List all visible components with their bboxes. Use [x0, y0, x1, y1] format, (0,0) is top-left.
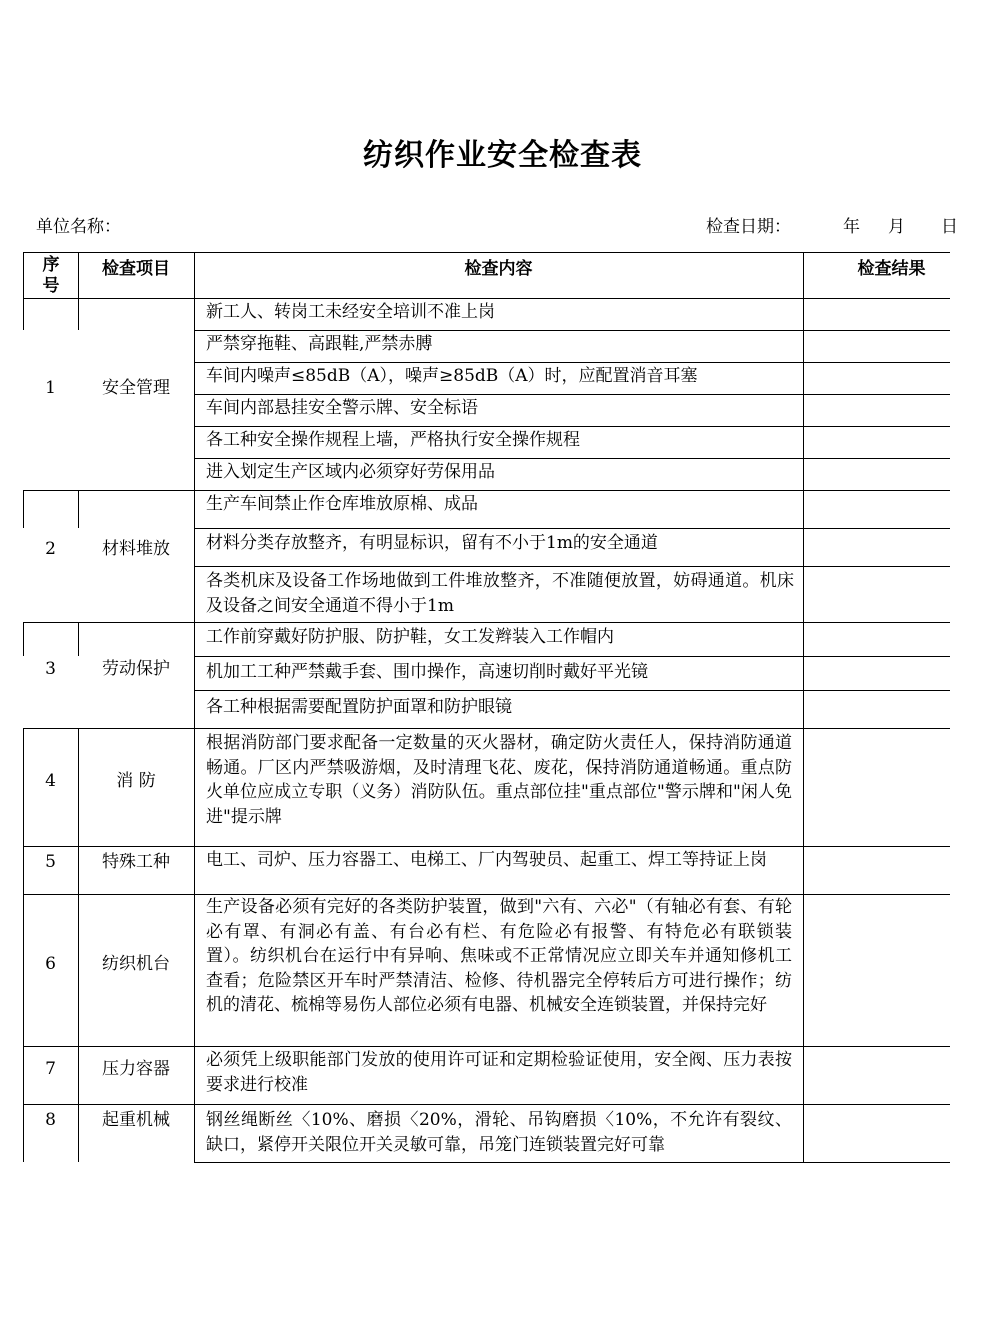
date-label: 检查日期： — [706, 217, 791, 237]
unit-name-label: 单位名称： — [36, 217, 121, 237]
check-content: 生产设备必须有完好的各类防护装置，做到"六有、六必"（有轴必有套、有轮必有罩、有洞必有盖、有台必有栏、有危险必有报警、有特危必有联锁装置）。纺织机台在运行中有异响、焦味或不正常情况应立即关车并通知修机工查看；危险禁区开车时严禁清洁、检修、待机器完全停转后方可进行操作；纺机的清花、梳棉等易伤人部位必须有电器、机械安全连锁装置，并保持完好 — [206, 897, 792, 1015]
row-number: 6 — [45, 954, 56, 974]
check-item: 材料堆放 — [102, 539, 170, 559]
check-item: 压力容器 — [102, 1059, 170, 1079]
inspection-date — [706, 212, 958, 237]
header-result: 检查结果 — [857, 259, 926, 279]
date-day: 日 — [941, 217, 958, 237]
check-content: 根据消防部门要求配备一定数量的灭火器材，确定防火责任人，保持消防通道畅通。厂区内严禁吸游烟，及时清理飞花、废花，保持消防通道畅通。重点防火单位应成立专职（义务）消防队伍。重点部位挂"重点部位"警示牌和"闲人免进"提示牌 — [206, 733, 792, 827]
header-content: 检查内容 — [464, 259, 533, 279]
row-number: 2 — [45, 539, 56, 559]
check-content: 工作前穿戴好防护服、防护鞋，女工发辫装入工作帽内 — [206, 627, 614, 647]
check-content: 必须凭上级职能部门发放的使用许可证和定期检验证使用，安全阀、压力表按要求进行校准 — [206, 1050, 792, 1095]
header-no: 序号 — [42, 255, 60, 296]
row-number: 4 — [45, 771, 56, 791]
check-content: 各工种安全操作规程上墙，严格执行安全操作规程 — [206, 430, 580, 450]
check-item: 安全管理 — [102, 378, 170, 398]
check-content: 各工种根据需要配置防护面罩和防护眼镜 — [206, 697, 512, 717]
check-item: 劳动保护 — [102, 659, 170, 679]
date-month: 月 — [888, 217, 905, 237]
row-number: 5 — [45, 852, 56, 872]
check-content: 严禁穿拖鞋、高跟鞋,严禁赤膊 — [206, 334, 433, 354]
check-item: 纺织机台 — [102, 954, 170, 974]
check-content: 生产车间禁止作仓库堆放原棉、成品 — [206, 494, 478, 514]
check-item: 消 防 — [116, 771, 156, 791]
check-item: 特殊工种 — [102, 852, 170, 872]
check-content: 材料分类存放整齐，有明显标识，留有不小于1m的安全通道 — [206, 533, 658, 553]
check-content: 钢丝绳断丝〈10%、磨损〈20%，滑轮、吊钩磨损〈10%，不允许有裂纹、缺口，紧停开关限位开关灵敏可靠，吊笼门连锁装置完好可靠 — [206, 1110, 792, 1155]
row-number: 7 — [45, 1059, 56, 1079]
row-number: 3 — [45, 659, 56, 679]
check-content: 车间内部悬挂安全警示牌、安全标语 — [206, 398, 478, 418]
check-content: 电工、司炉、压力容器工、电梯工、厂内驾驶员、起重工、焊工等持证上岗 — [206, 850, 767, 870]
check-item: 起重机械 — [102, 1110, 170, 1130]
page-title: 纺织作业安全检查表 — [363, 138, 642, 173]
date-year: 年 — [843, 217, 860, 237]
header-item: 检查项目 — [102, 259, 170, 279]
row-number: 8 — [45, 1110, 56, 1130]
row-number: 1 — [45, 378, 56, 398]
check-content: 各类机床及设备工作场地做到工件堆放整齐，不准随便放置，妨碍通道。机床及设备之间安全通道不得小于1m — [206, 571, 794, 616]
check-content: 机加工工种严禁戴手套、围巾操作，高速切削时戴好平光镜 — [206, 662, 648, 682]
check-content: 新工人、转岗工未经安全培训不准上岗 — [206, 302, 495, 322]
check-content: 车间内噪声≤85dB（A），噪声≥85dB（A）时，应配置消音耳塞 — [206, 366, 698, 386]
check-content: 进入划定生产区域内必须穿好劳保用品 — [206, 462, 495, 482]
